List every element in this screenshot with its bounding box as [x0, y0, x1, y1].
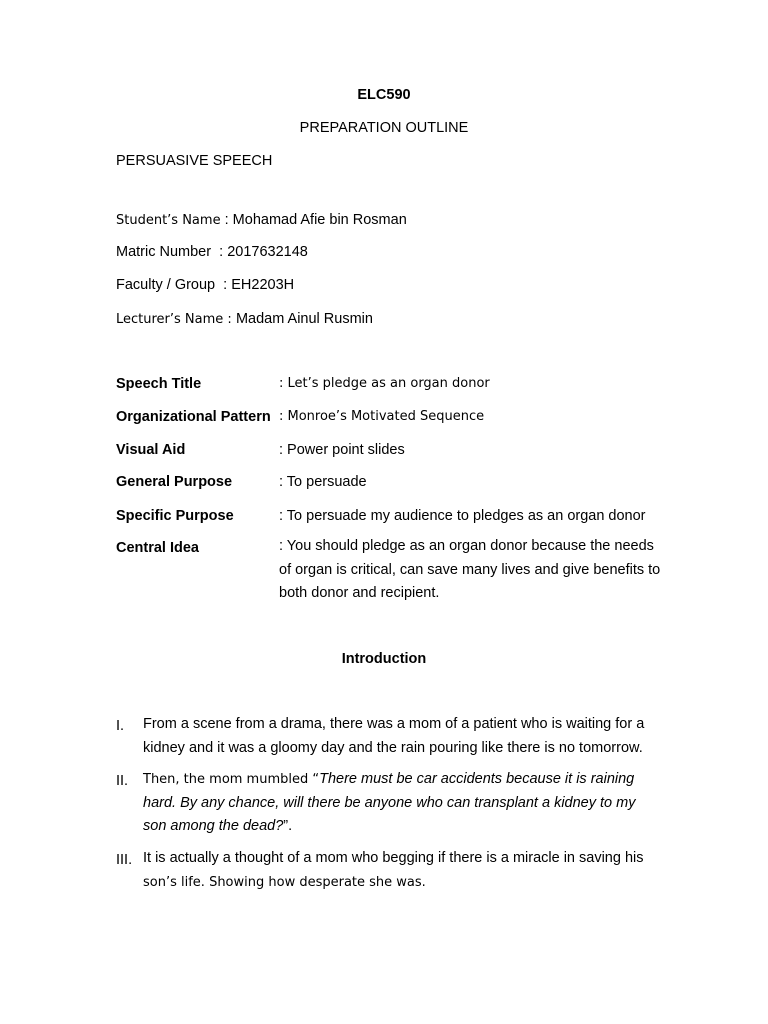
student-name-value: Mohamad Afie bin Rosman [232, 212, 407, 228]
faculty-group-row [116, 276, 294, 294]
organizational-pattern-value: : Monroe’s Motivated Sequence [279, 409, 485, 424]
faculty-group-value: EH2203H [231, 277, 295, 293]
intro-item-1-numeral: I. [116, 718, 125, 734]
central-idea-label: Central Idea [116, 540, 199, 556]
lecturer-name-sep: : [223, 312, 236, 327]
lecturer-name-label: Lecturer’s Name [116, 312, 224, 327]
general-purpose-value: : To persuade [279, 474, 367, 490]
speech-type: PERSUASIVE SPEECH [116, 153, 273, 169]
lecturer-name-value: Madam Ainul Rusmin [235, 311, 373, 327]
organizational-pattern-label: Organizational Pattern [116, 409, 271, 425]
specific-purpose-value: : To persuade my audience to pledges as an organ donor [279, 508, 646, 524]
intro-item-2-tail: ”. [283, 818, 293, 834]
faculty-group-label: Faculty / Group [116, 277, 216, 293]
intro-item-2-lead: Then, the mom mumbled “ [143, 772, 320, 787]
intro-item-1-text: From a scene from a drama, there was a mom of a patient who is waiting for a kidney and it was a gloomy day and the rain pouring like there is no tomorrow. [143, 716, 645, 756]
speech-title-label: Speech Title [116, 376, 202, 392]
student-name-sep: : [220, 212, 233, 228]
intro-item-2-numeral: II. [116, 773, 129, 789]
student-name-row [116, 211, 407, 230]
outline-type: PREPARATION OUTLINE [299, 120, 469, 136]
speech-title-value: : Let’s pledge as an organ donor [279, 376, 490, 391]
general-purpose-label: General Purpose [116, 474, 233, 490]
intro-item-3-text [143, 847, 663, 894]
intro-item-3-text-tail: son’s life. Showing how desperate she was. [143, 874, 426, 890]
course-code: ELC590 [357, 87, 411, 103]
matric-number-value: 2017632148 [227, 244, 308, 260]
intro-item-2-quote: There must be car accidents because it is raining hard. By any chance, will there be anyone who can transplant a kidney to my son among the dead? [143, 771, 636, 834]
visual-aid-label: Visual Aid [116, 442, 186, 458]
faculty-group-sep: : [215, 277, 232, 293]
student-name-label: Student’s Name [116, 213, 221, 228]
matric-number-row [116, 243, 308, 261]
intro-item-3-numeral: III. [116, 852, 133, 868]
introduction-heading: Introduction [341, 651, 427, 667]
intro-item-2-text [143, 768, 658, 839]
matric-number-label: Matric Number [116, 244, 212, 260]
intro-item-3-text-main: It is actually a thought of a mom who begging if there is a miracle in saving his [143, 850, 644, 866]
matric-number-sep: : [211, 244, 228, 260]
lecturer-name-row [116, 310, 373, 329]
specific-purpose-label: Specific Purpose [116, 508, 234, 524]
visual-aid-value: : Power point slides [279, 442, 405, 458]
central-idea-value: : You should pledge as an organ donor because the needs of organ is critical, can save many lives and give benefits to both donor and recipient. [279, 538, 661, 601]
